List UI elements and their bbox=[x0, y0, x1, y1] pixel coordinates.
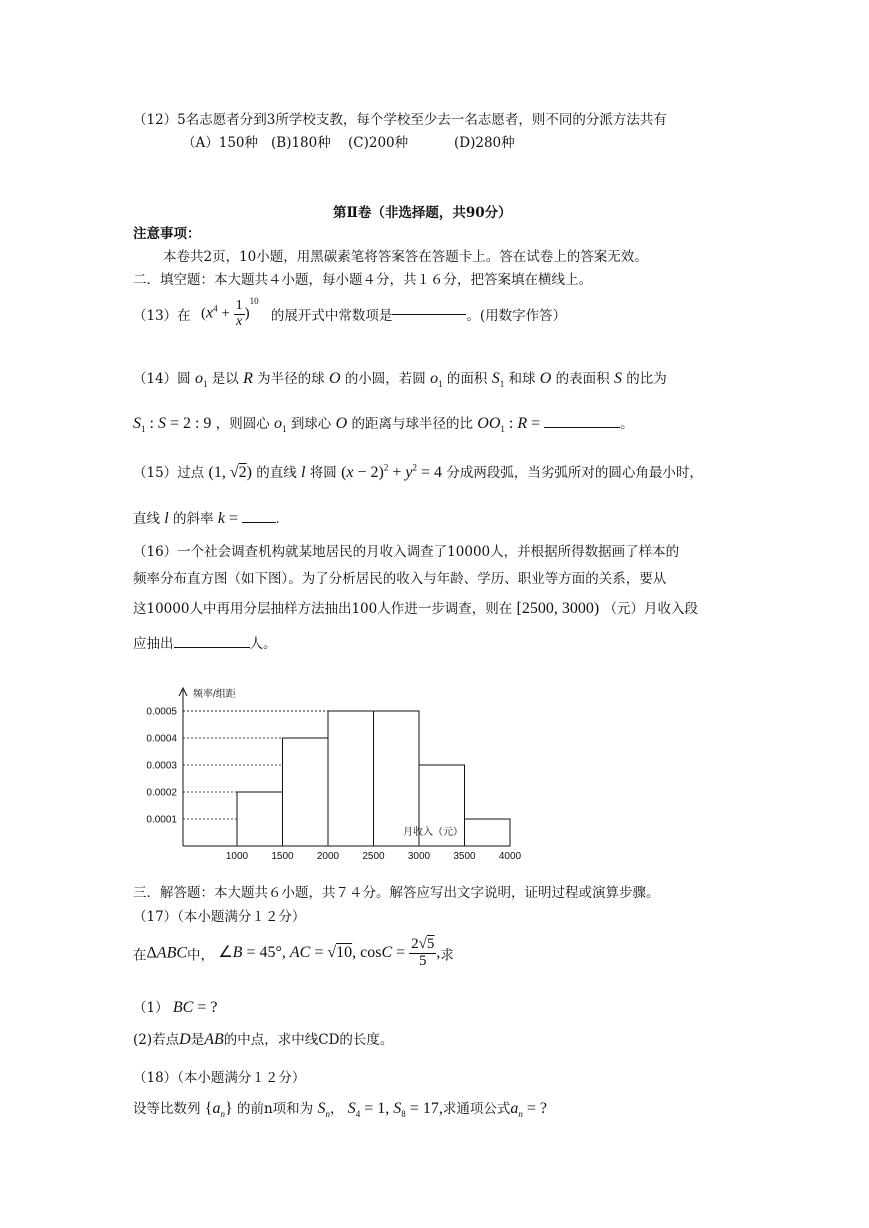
q15-math-point: (1, √2) bbox=[208, 464, 252, 481]
q18-math-seq: $\{a_n\}$ bbox=[204, 1100, 233, 1120]
q16-line1: （16）一个社会调查机构就某地居民的月收入调查了10000人，并根据所得数据画了样本的 bbox=[133, 544, 680, 560]
question-17-given bbox=[133, 937, 454, 970]
q17-text-mid: 中， bbox=[187, 947, 215, 964]
q16-text-l3b: （元）月收入段 bbox=[603, 601, 698, 617]
q14-text-c: 为半径的球 bbox=[257, 371, 325, 387]
x-tick-label: 3500 bbox=[453, 851, 476, 862]
q15-text-e: 直线 bbox=[133, 511, 160, 527]
q14-math-oo1r: $OO_1$ : R = bbox=[477, 415, 545, 435]
q13-tail: 。(用数字作答） bbox=[466, 308, 567, 325]
q12-stem: （12）5名志愿者分到3所学校支教，每个学校至少去一名志愿者，则不同的分派方法共有 bbox=[133, 112, 667, 128]
q14-text-g: 的表面积 bbox=[555, 371, 610, 387]
question-17-part1 bbox=[133, 996, 217, 1017]
question-14-line2 bbox=[133, 412, 634, 434]
q17-text-p2c: 的中点，求中线CD的长度。 bbox=[223, 1032, 394, 1048]
q17-math-conditions: ∠B = 45°, AC = √10, cosC = $\frac{2√5}{5}$ , bbox=[218, 936, 441, 969]
y-tick-label: 0.0005 bbox=[146, 706, 177, 718]
q15-math-l-b: l bbox=[164, 510, 169, 527]
q14-math-o-c: O bbox=[335, 415, 348, 432]
notice-text: 本卷共2页，10小题，用黑碳素笔将答案答在答题卡上。答在试卷上的答案无效。 bbox=[163, 249, 648, 265]
q14-math-o1-c: $o_1$ bbox=[274, 415, 287, 435]
q18-math-sn: $S_n$ bbox=[317, 1100, 330, 1120]
q15-answer-blank bbox=[242, 522, 276, 523]
q13-answer-blank bbox=[392, 314, 466, 315]
q12-option-a: （A）150种 bbox=[182, 135, 259, 151]
q15-text-f: 的斜率 bbox=[173, 511, 214, 527]
x-tick-label: 4000 bbox=[498, 851, 522, 862]
q14-text-h: 的比为 bbox=[626, 371, 667, 387]
x-tick-label: 1000 bbox=[225, 851, 249, 862]
q17-text-prefix: 在 bbox=[133, 947, 147, 964]
q17-text-p2b: 是 bbox=[190, 1032, 205, 1048]
y-tick-label: 0.0004 bbox=[146, 733, 177, 745]
q14-math-o-b: O bbox=[539, 370, 552, 387]
question-16-line3 bbox=[133, 597, 698, 618]
q16-line2: 频率分布直方图（如下图）。为了分析居民的收入与年龄、学历、职业等方面的关系，要从 bbox=[133, 571, 667, 587]
q16-math-interval: [2500, 3000) bbox=[516, 600, 600, 617]
q14-text-l2c: 的距离与球半径的比 bbox=[351, 416, 473, 432]
q12-option-c: (C)200种 bbox=[348, 135, 409, 151]
q14-text-l2b: 到球心 bbox=[290, 416, 332, 432]
q16-text-l4a: 应抽出 bbox=[133, 636, 174, 652]
q14-text-f: 和球 bbox=[508, 371, 536, 387]
question-15-line2: 直线 l 的斜率 k = . bbox=[133, 510, 280, 527]
q17-text-end: 求 bbox=[440, 947, 454, 964]
q17-math-ab: AB bbox=[204, 1031, 224, 1048]
q17-math-triangle: ΔABC bbox=[146, 944, 188, 962]
q13-expression: ($x^4$ + $\frac{1}{x}$ )$^{10}$ bbox=[200, 295, 259, 329]
y-tick-label: 0.0002 bbox=[146, 787, 177, 799]
q17-math-bc: BC = ? bbox=[172, 999, 218, 1016]
q14-math-ratio: $S_1$ : S = 2 : 9 bbox=[133, 415, 212, 435]
q17-title: （17）（本小题满分１２分） bbox=[133, 909, 306, 925]
q14-math-o: O bbox=[328, 370, 341, 387]
section3-header: 三．解答题：本大题共６小题，共７４分。解答应写出文字说明，证明过程或演算步骤。 bbox=[133, 885, 660, 901]
q18-text-b: 的前n项和为 bbox=[236, 1101, 314, 1117]
x-tick-label: 2000 bbox=[316, 851, 340, 862]
q14-math-s: S bbox=[613, 370, 622, 387]
income-histogram bbox=[120, 680, 522, 865]
q13-suffix: 的展开式中常数项是 bbox=[270, 308, 393, 325]
q14-math-o1: $o_1$ bbox=[194, 370, 208, 390]
question-17-part2 bbox=[133, 1028, 393, 1049]
y-tick-label: 0.0003 bbox=[146, 760, 177, 772]
x-tick-label: 3000 bbox=[407, 851, 431, 862]
x-axis-label: 月收入（元） bbox=[403, 827, 463, 838]
question-16-line4 bbox=[133, 632, 277, 652]
notice-label: 注意事项： bbox=[133, 226, 201, 242]
q15-math-circle: $(x - 2)^2 + y^2 = 4$ bbox=[341, 462, 443, 481]
q15-math-l: l bbox=[301, 464, 306, 481]
q15-text-c: 将圆 bbox=[309, 465, 337, 481]
q16-text-l3a: 这10000人中再用分层抽样方法抽出100人作进一步调查，则在 bbox=[133, 601, 513, 617]
q17-math-d: D bbox=[179, 1031, 191, 1048]
q18-math-an: $a_n$ = ? bbox=[510, 1100, 547, 1120]
fill-in-header: 二．填空题：本大题共４小题，每小题４分，共１６分，把答案填在横线上。 bbox=[133, 272, 592, 288]
q13-prefix: （13）在 bbox=[133, 308, 191, 325]
q18-title: （18）（本小题满分１２分） bbox=[133, 1070, 306, 1086]
histogram-bar bbox=[283, 738, 329, 846]
histogram-bar bbox=[374, 711, 420, 846]
question-14-line1 bbox=[133, 367, 667, 389]
q15-text-a: （15）过点 bbox=[133, 465, 205, 481]
q18-math-conditions: $S_4 = 1$, $S_8 = 17$, bbox=[347, 1100, 443, 1120]
question-13 bbox=[133, 295, 567, 329]
section2-title: 第Ⅱ卷（非选择题，共90分） bbox=[333, 205, 512, 221]
question-15-line1 bbox=[133, 461, 703, 482]
q14-text-e: 的面积 bbox=[446, 371, 488, 387]
q14-math-s1: $S_1$ bbox=[491, 370, 505, 390]
histogram-bar bbox=[237, 792, 283, 846]
q14-text-end: 。 bbox=[620, 416, 634, 432]
question-18 bbox=[133, 1097, 547, 1119]
x-tick-label: 2500 bbox=[362, 851, 385, 862]
q18-text-c: ， bbox=[329, 1101, 344, 1117]
q14-text-l2a: ，则圆心 bbox=[215, 416, 270, 432]
q15-text-b: 的直线 bbox=[256, 465, 297, 481]
q15-text-d: 分成两段弧，当劣弧所对的圆心角最小时， bbox=[446, 465, 703, 481]
y-axis-label: 频率/组距 bbox=[193, 689, 236, 700]
histogram-bar bbox=[328, 711, 374, 846]
q14-text-d: 的小圆，若圆 bbox=[344, 371, 426, 387]
q18-text-a: 设等比数列 bbox=[133, 1101, 201, 1117]
q14-math-r: R bbox=[243, 370, 253, 387]
q14-answer-blank bbox=[544, 427, 620, 428]
q12-option-b: (B)180种 bbox=[271, 135, 331, 151]
q17-part1-label: （1） bbox=[133, 1000, 169, 1016]
q14-text-a: （14）圆 bbox=[133, 371, 191, 387]
q14-text-b: 是以 bbox=[211, 371, 239, 387]
q18-text-d: 求通项公式 bbox=[442, 1101, 511, 1117]
y-tick-label: 0.0001 bbox=[146, 814, 177, 826]
q16-text-l4b: 人。 bbox=[249, 636, 277, 652]
q12-option-d: (D)280种 bbox=[454, 135, 515, 151]
q16-answer-blank bbox=[174, 647, 250, 648]
q15-math-k: k bbox=[217, 510, 225, 527]
q17-text-p2a: (2)若点 bbox=[133, 1032, 180, 1048]
histogram-bar bbox=[465, 819, 511, 846]
q14-math-o1-b: $o_1$ bbox=[430, 370, 443, 390]
x-tick-label: 1500 bbox=[271, 851, 294, 862]
